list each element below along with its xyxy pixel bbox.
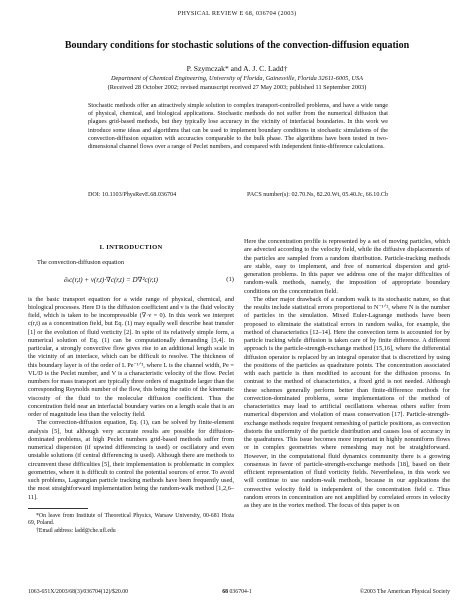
footer-code: 1063-651X/2003/68(3)/036704(12)/$20.00: [28, 589, 128, 595]
article-affiliation: Department of Chemical Engineering, University of Florida, Gainesville, Florida 32611-6005, USA: [110, 75, 364, 82]
intro-paragraph-2: The convection-diffusion equation, Eq. (1), can be solved by finite-element analysis [5], but although very accurate results are possible for diffusion-dominated problems, at high Peclet numbers grid-based methods suffer from numerical dispersion (if upwind differencing is used) or oscillatory and even unstable solutions (if central differencing is used). Although there are methods to circumvent these difficulties [5], their implementation is problematic in complex geometries, where it is difficult to control the potential sources of error. To avoid such problems, Lagrangian particle tracking methods have been frequently used, the most straightforward implementation being the random-walk method [1,2,6–11].: [28, 419, 234, 501]
right-column: [244, 238, 450, 510]
footnote-rule: [28, 508, 88, 509]
equation-1: [28, 272, 234, 290]
article-dates: (Received 28 October 2002; revised manuscript received 27 May 2003; published 11 September 2003): [107, 84, 367, 91]
footnote-1: *On leave from Institute of Theoretical Physics, Warsaw University, 00-681 Hoża 69, Poland.: [28, 512, 234, 527]
footer-copyright: ©2003 The American Physical Society: [359, 589, 450, 595]
equation-body: ∂ₜc(r,t) + v(r,t)·∇c(r,t) = D∇²c(r,t): [64, 275, 158, 284]
footer-page-number: 036704-1: [229, 589, 252, 595]
section-heading: I. INTRODUCTION: [99, 244, 163, 251]
footer-volume: 68: [222, 589, 229, 595]
article-title: Boundary conditions for stochastic solutions of the convection-diffusion equation: [64, 40, 410, 51]
abstract: Stochastic methods offer an attractively simple solution to complex transport-controlled problems, and have a wide range of physical, chemical, and biological applications. Stochastic methods do not suffer from the numerical diffusion that plagues grid-based methods, but they typically lose accuracy in the vicinity of interfacial boundaries. In this work we introduce some ideas and algorithms that can be used to implement boundary conditions in stochastic simulations of the convection-diffusion equation with accuracies comparable to the bulk phase. The algorithms have been tested in two-dimensional channel flows over a range of Peclet numbers, and compared with independent finite-difference calculations.: [88, 103, 388, 151]
intro-line: The convection-diffusion equation: [37, 259, 124, 267]
article-authors: P. Szymczak* and A. J. C. Ladd†: [186, 64, 288, 73]
right-paragraph-2: The other major drawback of a random walk is its stochastic nature, so that the results include statistical errors proportional to N⁻¹ᐟ², where N is the number of particles in the simulation. Mixed Euler-Lagrange methods have been proposed to eliminate the statistical errors in random walks, for example, the method of characteristics [12–14]. Here the convection term is accounted for by particle tracking while diffusion is taken care of by finite difference. A different approach is the particle-strength-exchange method [15,16], where the differential diffusion operator is replaced by an integral operator that is discretized by using the positions of the particles as quadrature points. The concentration associated with each particle is then modified to account for the diffusion process. In contrast to the method of characteristics, a fixed grid is not needed. Although these schemes generally perform better than finite-difference methods for convection-dominated problems, some implementations of the method of characteristics may lead to artificial oscillations whereas others suffer from numerical dispersion and violation of mass conservation [17]. Particle-strength-exchange methods require frequent remeshing of particle positions, as convection distorts the uniformity of the particle distribution and causes loss of accuracy in the quadratures. This issue becomes more important in highly nonuniform flows or in complex geometries where remeshing may not be straightforward. However, in the computational fluid dynamics community there is a growing consensus in favor of particle-strength-exchange methods [18], based on their efficient representation of fluid vorticity fields. Nevertheless, in this work we will continue to use random-walk methods, because in our applications the convective velocity field is independent of the concentration field c. Thus random errors in concentration are not amplified by correlated errors in velocity as they are in the vortex method. The focus of this paper is on: [244, 295, 450, 509]
running-head: PHYSICAL REVIEW E 68, 036704 (2003): [177, 10, 297, 17]
doi: DOI: 10.1103/PhysRevE.68.036704: [88, 192, 177, 198]
footnote-2: †Email address: ladd@che.ufl.edu: [36, 527, 116, 534]
equation-number: (1): [226, 275, 234, 283]
pacs-numbers: PACS number(s): 02.70.Ns, 82.20.Wt, 05.40.Jc, 66.10.Cb: [247, 192, 388, 198]
left-column: [28, 238, 234, 535]
right-paragraph-1: Here the concentration profile is represented by a set of moving particles, which are advected according to the velocity field, while the diffusive displacements of the particles are sampled from a random distribution. Particle-tracking methods are stable, easy to implement, and free of numerical dispersion and grid-generation problems. In this paper we address one of the major difficulties of random-walk methods, namely, the imposition of appropriate boundary conditions on the concentration field.: [244, 238, 450, 295]
intro-paragraph-1: is the basic transport equation for a wide range of physical, chemical, and biological processes. Here D is the diffusion coefficient and v is the fluid velocity field, which is taken to be incompressible (∇·v = 0). In this work we interpret c(r,t) as a concentration field, but Eq. (1) may equally well describe heat transfer [1] or the evolution of fluid vorticity [2]. In spite of its relatively simple form, a numerical solution of Eq. (1) can be computationally demanding [3,4]. In particular, a strongly convective flow gives rise to an additional length scale in the vicinity of an interface, which can be difficult to resolve. The thickness of this boundary layer is of the order of L Pe⁻¹ᐟ³, where L is the channel width, Pe = VL/D is the Peclet number, and V is a characteristic velocity of the flow. Peclet numbers for mass transport are typically three orders of magnitude larger than the corresponding Reynolds number of the flow, this being the ratio of the kinematic viscosity of the fluid to the molecular diffusion coefficient. Thus the concentration field near an interfacial boundary varies on a length scale that is an order of magnitude less than the velocity field.: [28, 295, 234, 418]
